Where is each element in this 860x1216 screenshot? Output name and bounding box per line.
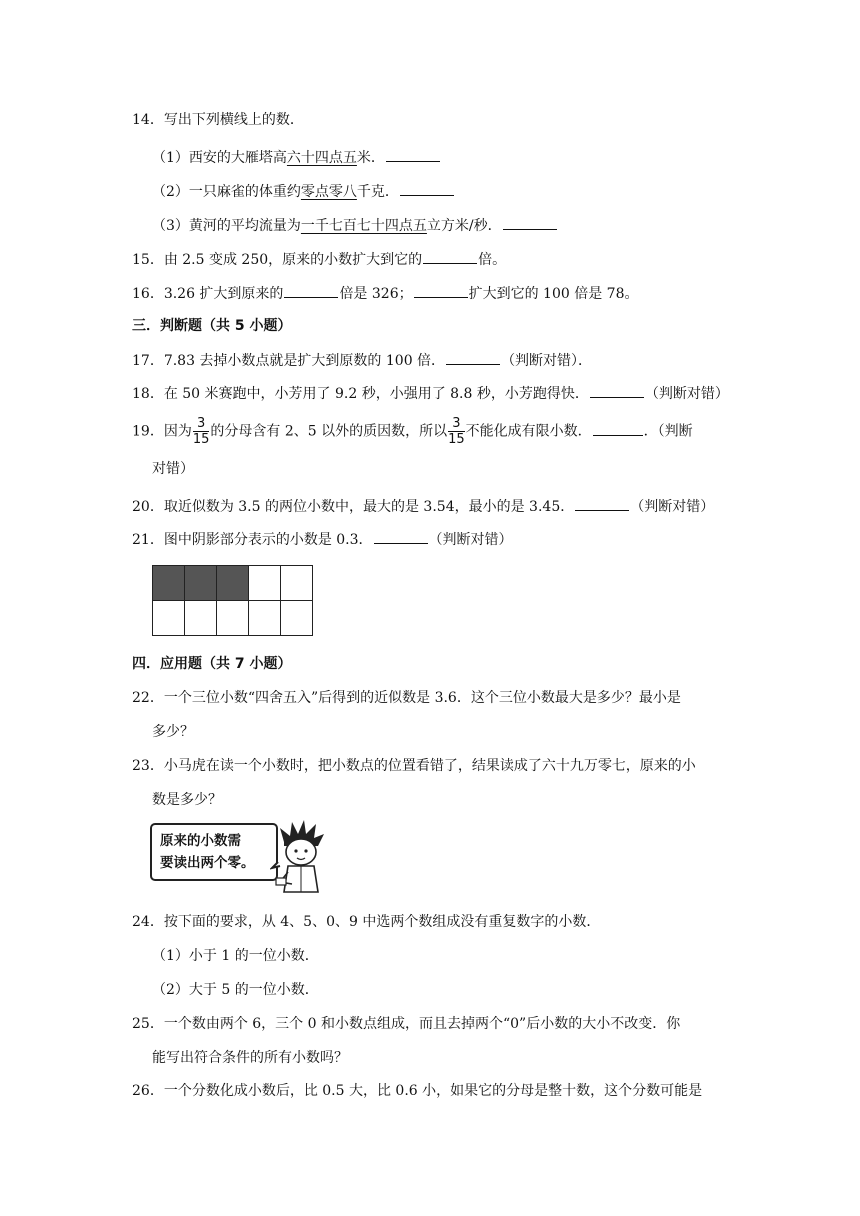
grid-cell-shaded bbox=[153, 566, 185, 601]
q14-part1-post: 米． bbox=[356, 150, 385, 166]
q17 bbox=[132, 350, 592, 371]
q25-line1: 25．一个数由两个 6，三个 0 和小数点组成，而且去掉两个“0”后小数的大小不改变．你 bbox=[132, 1016, 681, 1032]
q25-line2: 能写出符合条件的所有小数吗？ bbox=[152, 1050, 348, 1066]
speech-bubble-line1: 原来的小数需 bbox=[160, 833, 241, 849]
q14-part2-pre: （2）一只麻雀的体重约 bbox=[152, 184, 301, 200]
q14-part3-post: 立方米/秒． bbox=[426, 218, 502, 234]
q16 bbox=[132, 283, 639, 304]
q14-part2-post: 千克． bbox=[356, 184, 399, 200]
q14-part3 bbox=[152, 215, 558, 236]
cartoon-boy-icon bbox=[270, 820, 330, 900]
q15-post: 倍。 bbox=[478, 252, 507, 268]
section-heading-judgement: 三．判断题（共 5 小题） bbox=[132, 318, 292, 334]
q16-post: 扩大到它的 100 倍是 78。 bbox=[468, 286, 639, 302]
q20-post: （判断对错） bbox=[630, 499, 715, 515]
q14-part3-pre: （3）黄河的平均流量为 bbox=[152, 218, 301, 234]
grid-cell-shaded bbox=[217, 566, 249, 601]
q14-part1 bbox=[152, 147, 441, 168]
q14-stem: 14．写出下列横线上的数． bbox=[132, 112, 304, 128]
grid-cell bbox=[217, 601, 249, 636]
shaded-grid-figure bbox=[152, 565, 313, 636]
fraction-numerator: 3 bbox=[452, 416, 461, 431]
fraction-denominator: 15 bbox=[192, 432, 210, 447]
fraction-3-15 bbox=[448, 416, 465, 447]
q23-line2: 数是多少？ bbox=[152, 792, 222, 808]
q16-mid: 倍是 326； bbox=[339, 286, 413, 302]
q14-part1-pre: （1）西安的大雁塔高 bbox=[152, 150, 287, 166]
cartoon-illustration bbox=[150, 820, 330, 900]
q16-pre: 16．3.26 扩大到原来的 bbox=[132, 286, 284, 302]
answer-blank[interactable] bbox=[374, 529, 428, 544]
q21 bbox=[132, 529, 513, 550]
speech-bubble bbox=[150, 823, 278, 881]
q23-line1: 23．小马虎在读一个小数时，把小数点的位置看错了，结果读成了六十九万零七，原来的小 bbox=[132, 758, 696, 774]
q15-pre: 15．由 2.5 变成 250，原来的小数扩大到它的 bbox=[132, 252, 423, 268]
q19-mid: 的分母含有 2、5 以外的质因数，所以 bbox=[210, 423, 448, 440]
q18-post: （判断对错） bbox=[644, 386, 729, 402]
grid-cell bbox=[281, 566, 313, 601]
q20-pre: 20．取近似数为 3.5 的两位小数中，最大的是 3.54，最小的是 3.45． bbox=[132, 499, 575, 515]
q14-part1-underlined: 六十四点五 bbox=[286, 150, 357, 166]
speech-bubble-line2: 要读出两个零。 bbox=[160, 855, 255, 871]
q17-post: （判断对错）． bbox=[501, 353, 593, 369]
q22-line2: 多少？ bbox=[152, 724, 194, 740]
section-heading-application: 四．应用题（共 7 小题） bbox=[132, 656, 292, 672]
q24-stem: 24．按下面的要求，从 4、5、0、9 中选两个数组成没有重复数字的小数． bbox=[132, 914, 601, 930]
q17-pre: 17．7.83 去掉小数点就是扩大到原数的 100 倍． bbox=[132, 353, 446, 369]
q20 bbox=[132, 496, 714, 517]
grid-cell bbox=[153, 601, 185, 636]
q19-tail: ．（判断 bbox=[643, 423, 693, 440]
q21-pre: 21．图中阴影部分表示的小数是 0.3． bbox=[132, 532, 373, 548]
fraction-denominator: 15 bbox=[448, 432, 465, 447]
q24-part1: （1）小于 1 的一位小数． bbox=[152, 948, 319, 964]
fraction-3-15 bbox=[193, 416, 210, 447]
grid-row bbox=[153, 601, 313, 636]
answer-blank[interactable] bbox=[590, 383, 644, 398]
fraction-numerator: 3 bbox=[196, 416, 206, 431]
q14-part2 bbox=[152, 181, 455, 202]
grid-row bbox=[153, 566, 313, 601]
answer-blank[interactable] bbox=[575, 496, 629, 511]
q18 bbox=[132, 383, 729, 404]
q15 bbox=[132, 249, 506, 270]
q21-post: （判断对错） bbox=[428, 532, 513, 548]
q22-line1: 22．一个三位小数“四舍五入”后得到的近似数是 3.6．这个三位小数最大是多少？最小是 bbox=[132, 690, 681, 706]
answer-blank[interactable] bbox=[446, 350, 500, 365]
q14-part3-underlined: 一千七百七十四点五 bbox=[300, 218, 427, 234]
grid-cell-shaded bbox=[185, 566, 217, 601]
grid-cell bbox=[185, 601, 217, 636]
answer-blank[interactable] bbox=[414, 283, 468, 298]
q19-post: 不能化成有限小数． bbox=[465, 423, 592, 440]
q24-part2: （2）大于 5 的一位小数． bbox=[152, 982, 319, 998]
q19-line2: 对错） bbox=[152, 461, 194, 477]
answer-blank[interactable] bbox=[386, 147, 440, 162]
answer-blank[interactable] bbox=[423, 249, 477, 264]
grid-cell bbox=[249, 566, 281, 601]
q18-pre: 18．在 50 米赛跑中，小芳用了 9.2 秒，小强用了 8.8 秒，小芳跑得快． bbox=[132, 386, 589, 402]
grid-cell bbox=[281, 601, 313, 636]
answer-blank[interactable] bbox=[400, 181, 454, 196]
q19 bbox=[132, 416, 693, 447]
grid-cell bbox=[249, 601, 281, 636]
answer-blank[interactable] bbox=[503, 215, 557, 230]
answer-blank[interactable] bbox=[593, 421, 643, 436]
q14-part2-underlined: 零点零八 bbox=[300, 184, 357, 200]
q26-line1: 26．一个分数化成小数后，比 0.5 大，比 0.6 小，如果它的分母是整十数，这个分数可能是 bbox=[132, 1083, 703, 1099]
answer-blank[interactable] bbox=[284, 283, 338, 298]
q19-pre: 19．因为 bbox=[132, 423, 192, 440]
